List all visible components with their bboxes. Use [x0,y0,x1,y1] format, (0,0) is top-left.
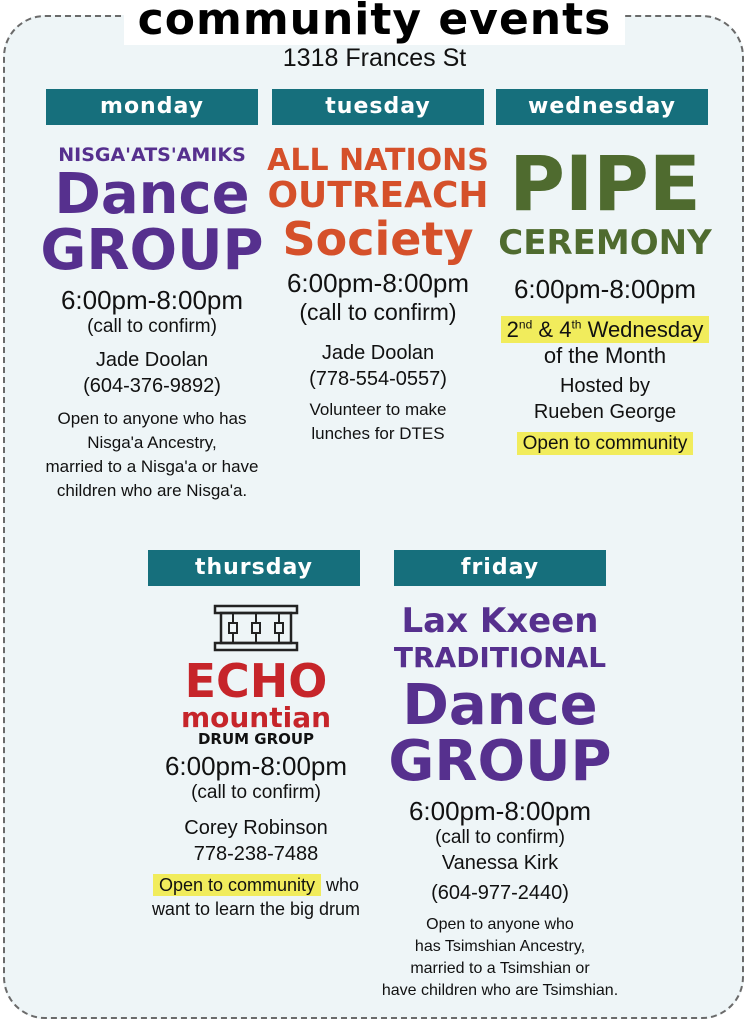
wednesday-open [494,431,716,457]
monday-desc [36,407,268,503]
tuesday-contact-phone: (778-554-0557) [309,368,447,390]
schedule-weekday: Wednesday [587,317,704,343]
tuesday-event [266,143,490,446]
schedule-ordinal: 2 [506,317,519,343]
day-header-monday: monday [46,89,258,125]
monday-desc-line: Nisga'a Ancestry, [87,433,217,452]
address: 1318 Frances St [282,44,467,72]
friday-desc-line: have children who are Tsimshian. [381,982,619,999]
thursday-desc-line1 [140,873,372,897]
thursday-logo-line3: DRUM GROUP [197,730,315,748]
thursday-note: (call to confirm) [191,782,321,803]
day-header-thursday: thursday [148,550,360,586]
wednesday-hosted-by: Hosted by [559,375,651,398]
tuesday-desc-line: lunches for DTES [311,424,445,443]
schedule-ordinal: 4 [559,317,572,343]
thursday-open-rest: who [326,875,360,895]
friday-logo-line1: Lax Kxeen [401,601,599,641]
schedule-suffix: th [571,318,582,332]
thursday-contact-name: Corey Robinson [184,817,328,839]
tuesday-contact-name: Jade Doolan [321,342,435,364]
friday-contact-phone: (604-977-2440) [431,882,569,904]
monday-time: 6:00pm-8:00pm [60,285,244,315]
wednesday-logo-line2: CEREMONY [498,223,712,263]
thursday-event [140,604,372,921]
thursday-contact-phone: 778-238-7488 [193,843,319,865]
wednesday-event [494,139,716,457]
friday-time: 6:00pm-8:00pm [408,796,592,826]
wednesday-open-highlight: Open to community [517,432,694,455]
thursday-time: 6:00pm-8:00pm [164,751,348,781]
drum-icon [211,604,301,652]
friday-contact-name: Vanessa Kirk [441,852,559,874]
tuesday-desc-line: Volunteer to make [309,400,447,419]
monday-desc-line: children who are Nisga'a. [56,481,248,500]
friday-desc [380,914,620,1002]
tuesday-time: 6:00pm-8:00pm [286,268,470,298]
day-header-friday: friday [394,550,606,586]
friday-note: (call to confirm) [435,827,565,848]
schedule-suffix: nd [518,318,533,332]
thursday-logo-line1: ECHO [184,654,328,708]
monday-contact-name: Jade Doolan [95,349,209,371]
wednesday-time: 6:00pm-8:00pm [513,274,697,304]
thursday-logo-line2: mountian [180,701,332,734]
friday-logo-line4: GROUP [388,729,612,794]
wednesday-host: Rueben George [533,401,677,424]
monday-logo-line2: Dance [54,162,250,227]
monday-logo-line3: GROUP [40,218,264,283]
friday-desc-line: has Tsimshian Ancestry, [414,938,586,955]
thursday-open-highlight: Open to community [153,874,321,896]
friday-logo-line3: Dance [402,673,598,738]
monday-logo-line1: NISGA'ATS'AMIKS [58,144,246,166]
friday-desc-line: married to a Tsimshian or [410,960,590,977]
monday-desc-line: Open to anyone who has [57,409,247,428]
tuesday-logo-line3: Society [282,212,474,266]
page-title: community events [0,0,749,45]
day-header-tuesday: tuesday [272,89,484,125]
monday-event [36,146,268,503]
schedule-ampersand: & [538,317,554,343]
friday-event [380,601,620,1002]
wednesday-schedule [494,312,716,343]
wednesday-schedule-line2: of the Month [543,343,667,369]
wednesday-logo-line1: PIPE [509,139,701,228]
thursday-desc-line2: want to learn the big drum [151,899,361,919]
wednesday-schedule-highlight [501,316,710,343]
monday-contact-phone: (604-376-9892) [83,375,221,397]
friday-logo-line2: TRADITIONAL [393,641,607,674]
tuesday-logo-line1: ALL NATIONS [267,143,489,178]
tuesday-desc [266,398,490,446]
monday-note: (call to confirm) [87,316,217,337]
tuesday-logo-line2: OUTREACH [267,175,489,216]
thursday-desc [140,873,372,921]
friday-desc-line: Open to anyone who [426,916,574,933]
monday-desc-line: married to a Nisga'a or have [45,457,259,476]
tuesday-note: (call to confirm) [299,299,457,325]
day-header-wednesday: wednesday [496,89,708,125]
